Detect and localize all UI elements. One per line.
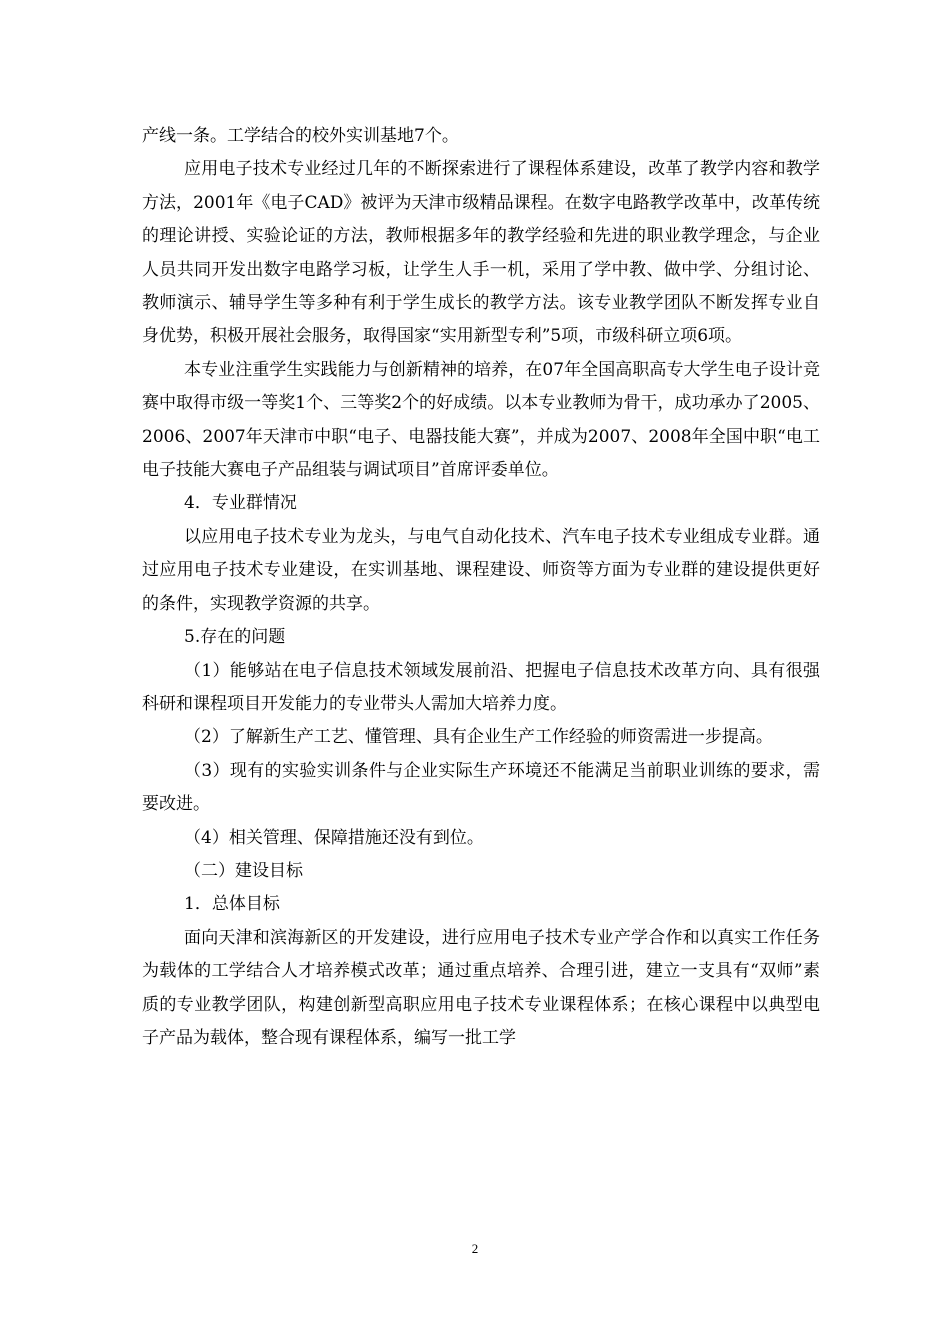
paragraph-specialty-group: 以应用电子技术专业为龙头，与电气自动化技术、汽车电子技术专业组成专业群。通过应用电子技术专业建设，在实训基地、课程建设、师资等方面为专业群的建设提供更好的条件，实现教学资源的共享。: [142, 526, 820, 614]
paragraph-curriculum-reform: 应用电子技术专业经过几年的不断探索进行了课程体系建设，改革了教学内容和教学方法，2001年《电子CAD》被评为天津市级精品课程。在数字电路教学改革中，改革传统的理论讲授、实验论证的方法，教师根据多年的教学经验和先进的职业教学理念，与企业人员共同开发出数字电路学习板，让学生人手一机，采用了学中教、做中学、分组讨论、教师演示、辅导学生等多种有利于学生成长的教学方法。该专业教学团队不断发挥专业自身优势，积极开展社会服务，取得国家“实用新型专利”5项，市级科研立项6项。: [142, 159, 820, 347]
paragraph-continuation: 产线一条。工学结合的校外实训基地7个。: [142, 126, 459, 146]
page-number: 2: [471, 1241, 479, 1256]
list-item-problem-2: （2）了解新生产工艺、懂管理、具有企业生产工作经验的师资需进一步提高。: [184, 727, 773, 748]
paragraph-competition-results: 本专业注重学生实践能力与创新精神的培养，在07年全国高职高专大学生电子设计竞赛中取得市级一等奖1个、三等奖2个的好成绩。以本专业教师为骨干，成功承办了2005、2006、2007年天津市中职“电子、电器技能大赛”，并成为2007、2008年全国中职“电工电子技能大赛电子产品组装与调试项目”首席评委单位。: [142, 359, 820, 481]
list-item-problem-4: （4）相关管理、保障措施还没有到位。: [184, 827, 484, 848]
heading-specialty-group: 4．专业群情况: [184, 493, 297, 514]
heading-overall-goals: 1．总体目标: [184, 894, 280, 915]
paragraph-overall-goals: 面向天津和滨海新区的开发建设，进行应用电子技术专业产学合作和以真实工作任务为载体的工学结合人才培养模式改革；通过重点培养、合理引进，建立一支具有“双师”素质的专业教学团队，构建创新型高职应用电子技术专业课程体系；在核心课程中以典型电子产品为载体，整合现有课程体系，编写一批工学: [142, 927, 820, 1048]
list-item-problem-1: （1）能够站在电子信息技术领域发展前沿、把握电子信息技术改革方向、具有很强科研和课程项目开发能力的专业带头人需加大培养力度。: [142, 660, 820, 714]
list-item-problem-3: （3）现有的实验实训条件与企业实际生产环境还不能满足当前职业训练的要求，需要改进。: [142, 760, 820, 815]
heading-existing-problems: 5.存在的问题: [184, 627, 286, 648]
document-body: [142, 120, 820, 1055]
heading-construction-goals: （二）建设目标: [184, 860, 303, 881]
